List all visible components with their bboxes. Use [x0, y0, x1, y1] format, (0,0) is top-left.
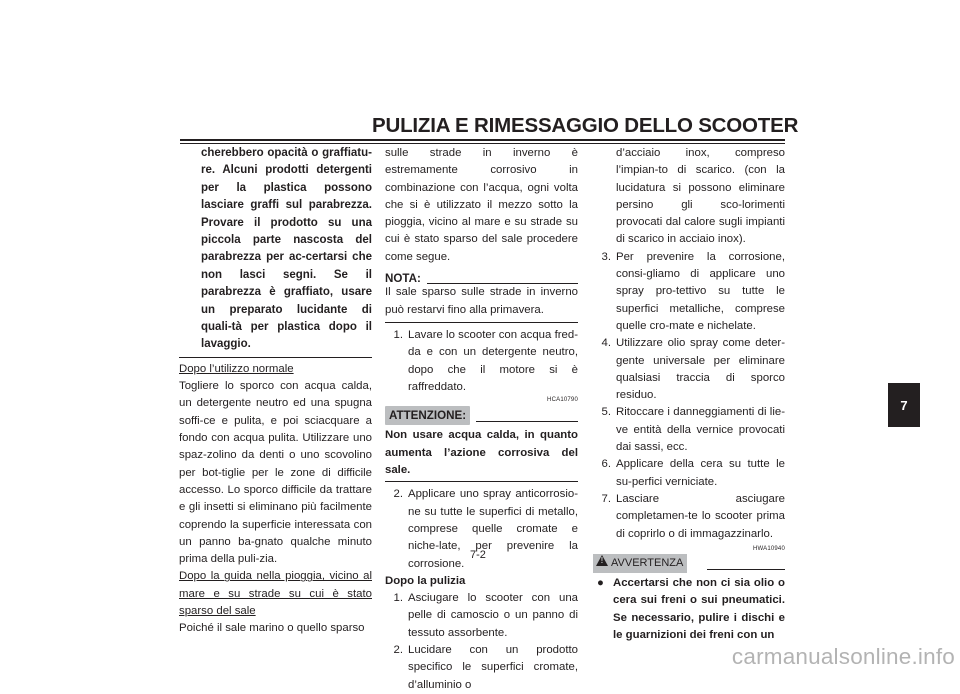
- rain-text: Poiché il sale marino o quello sparso: [179, 622, 365, 635]
- item-number: 1.: [393, 592, 403, 605]
- heading-rain-sea-salt: Dopo la guida nella pioggia, vicino al mare e su strade su cui è stato sparso del sale: [179, 570, 372, 618]
- reference-code: HCA10790: [547, 397, 578, 404]
- item-number: 5.: [601, 406, 611, 419]
- warning-label: AVVERTENZA: [611, 556, 684, 569]
- item-number: 3.: [601, 250, 611, 263]
- warning-label-box: [593, 554, 687, 573]
- item-text: Lucidare con un prodotto specifico le superfici cromate, d’alluminio o: [408, 644, 578, 691]
- list-item: [385, 327, 578, 396]
- attention-rule: [476, 421, 578, 422]
- item-text: Lasciare asciugare completamen-te lo scooter prima di coprirlo o di immagazzinarlo.: [616, 492, 785, 540]
- item-number: 6.: [601, 458, 611, 471]
- attention-end-rule: [385, 481, 578, 482]
- warning-bullet: [593, 575, 785, 644]
- list-item: [593, 404, 785, 456]
- item-number: 4.: [601, 337, 611, 350]
- chapter-tab: 7: [888, 383, 920, 427]
- page-number: 7-2: [470, 549, 486, 561]
- item-text: Utilizzare olio spray come deter-gente universale per eliminare qualsiasi traccia di sporco residuo.: [616, 337, 785, 402]
- item-number: 7.: [601, 492, 611, 505]
- attention-header: [385, 406, 578, 425]
- item-text: Lavare lo scooter con acqua fred-da e con un detergente neutro, dopo che il motore si è raffreddato.: [408, 328, 578, 393]
- bullet-icon: ●: [597, 577, 604, 590]
- list-item: [385, 590, 578, 642]
- item-text: Asciugare lo scooter con una pelle di camoscio o un panno di tessuto assorbente.: [408, 592, 578, 639]
- warning-header: [593, 554, 785, 573]
- item-text: Applicare uno spray anticorrosio-ne su tutte le superfici di metallo, comprese quelle cromate e niche-late, per prevenire la corrosione.: [408, 488, 578, 570]
- attention-label: ATTENZIONE:: [385, 406, 470, 425]
- header-rule-thick: [180, 139, 785, 141]
- item-text: Applicare della cera su tutte le su-perfici verniciate.: [616, 458, 785, 488]
- item-text: Ritoccare i danneggiamenti di lie-ve entità della vernice provocati dai sassi, ecc.: [616, 406, 785, 454]
- reference-code: HWA10940: [752, 545, 785, 552]
- warning-continuation-text: cherebbero opacità o graffiatu-re. Alcuni prodotti detergenti per la plastica possono lasciare graffi sul parabrezza. Provare il prodotto su una piccola parte nascosta del parabrezza per ac-certarsi che non lasci segni. Se il parabrezza è graffiato, usare un preparato lucidante di quali-tà per plastica dopo il lavaggio.: [201, 147, 372, 351]
- nota-label: NOTA:: [385, 272, 421, 286]
- header-rule-thin: [180, 143, 785, 144]
- exclamation-icon: !: [600, 555, 604, 565]
- column-middle: [385, 145, 578, 694]
- heading-after-cleaning: Dopo la pulizia: [385, 574, 466, 587]
- nota-text: Il sale sparso sulle strade in inverno può restarvi fino alla primavera.: [385, 286, 578, 316]
- column-right: [593, 145, 785, 644]
- attention-text: Non usare acqua calda, in quanto aumenta l’azione corrosiva del sale.: [385, 429, 578, 477]
- continuation-text: d’acciaio inox, compreso l’impian-to di scarico. (con la lucidatura si possono eliminare persino gli sco-lorimenti provocati dal calore sugli impianti di scarico in acciaio inox).: [616, 147, 785, 246]
- item-number: 1.: [393, 328, 403, 341]
- warning-bullet-text: Accertarsi che non ci sia olio o cera sui freni o sui pneumatici. Se necessario, pulire i dischi e le guarnizioni dei freni con un: [613, 577, 785, 642]
- list-item: [593, 249, 785, 335]
- item-number: 2.: [393, 488, 403, 501]
- footer-watermark: carmanualsonline.info: [731, 644, 955, 669]
- nota-end-rule: [385, 322, 578, 323]
- list-item: [593, 456, 785, 491]
- heading-normal-use: Dopo l’utilizzo normale: [179, 362, 294, 375]
- item-number: 2.: [393, 644, 403, 657]
- list-item: [593, 335, 785, 404]
- warning-rule: [707, 569, 785, 570]
- item-text: Per prevenire la corrosione, consi-gliamo di applicare uno spray pro-tettivo su tutte le superfici metalliche, comprese quelle cro-mate e nichelate.: [616, 250, 785, 332]
- salt-intro-text: sulle strade in inverno è estremamente corrosivo in combinazione con l’acqua, ogni volta che si è utilizzato il mezzo sotto la pioggia, vicino al mare e su strade su cui è stato sparso del sale procedere come segue.: [385, 147, 578, 263]
- column-left: [179, 145, 372, 638]
- page-title: PULIZIA E RIMESSAGGIO DELLO SCOOTER: [372, 114, 799, 137]
- warning-end-rule: [179, 357, 372, 358]
- normal-use-text: Togliere lo sporco con acqua calda, un detergente neutro ed una spugna soffi-ce e pulita, e poi sciacquare a fondo con acqua pulita. Utilizzare uno spaz-zolino da denti o uno scovolino per bot-tiglie per le zone di difficile accesso. Lo sporco difficile da trattare e gli insetti si eliminano più facilmente coprendo la superficie interessata con un panno ba-gnato qualche minuto prima della puli-zia.: [179, 380, 372, 566]
- list-item: [593, 491, 785, 543]
